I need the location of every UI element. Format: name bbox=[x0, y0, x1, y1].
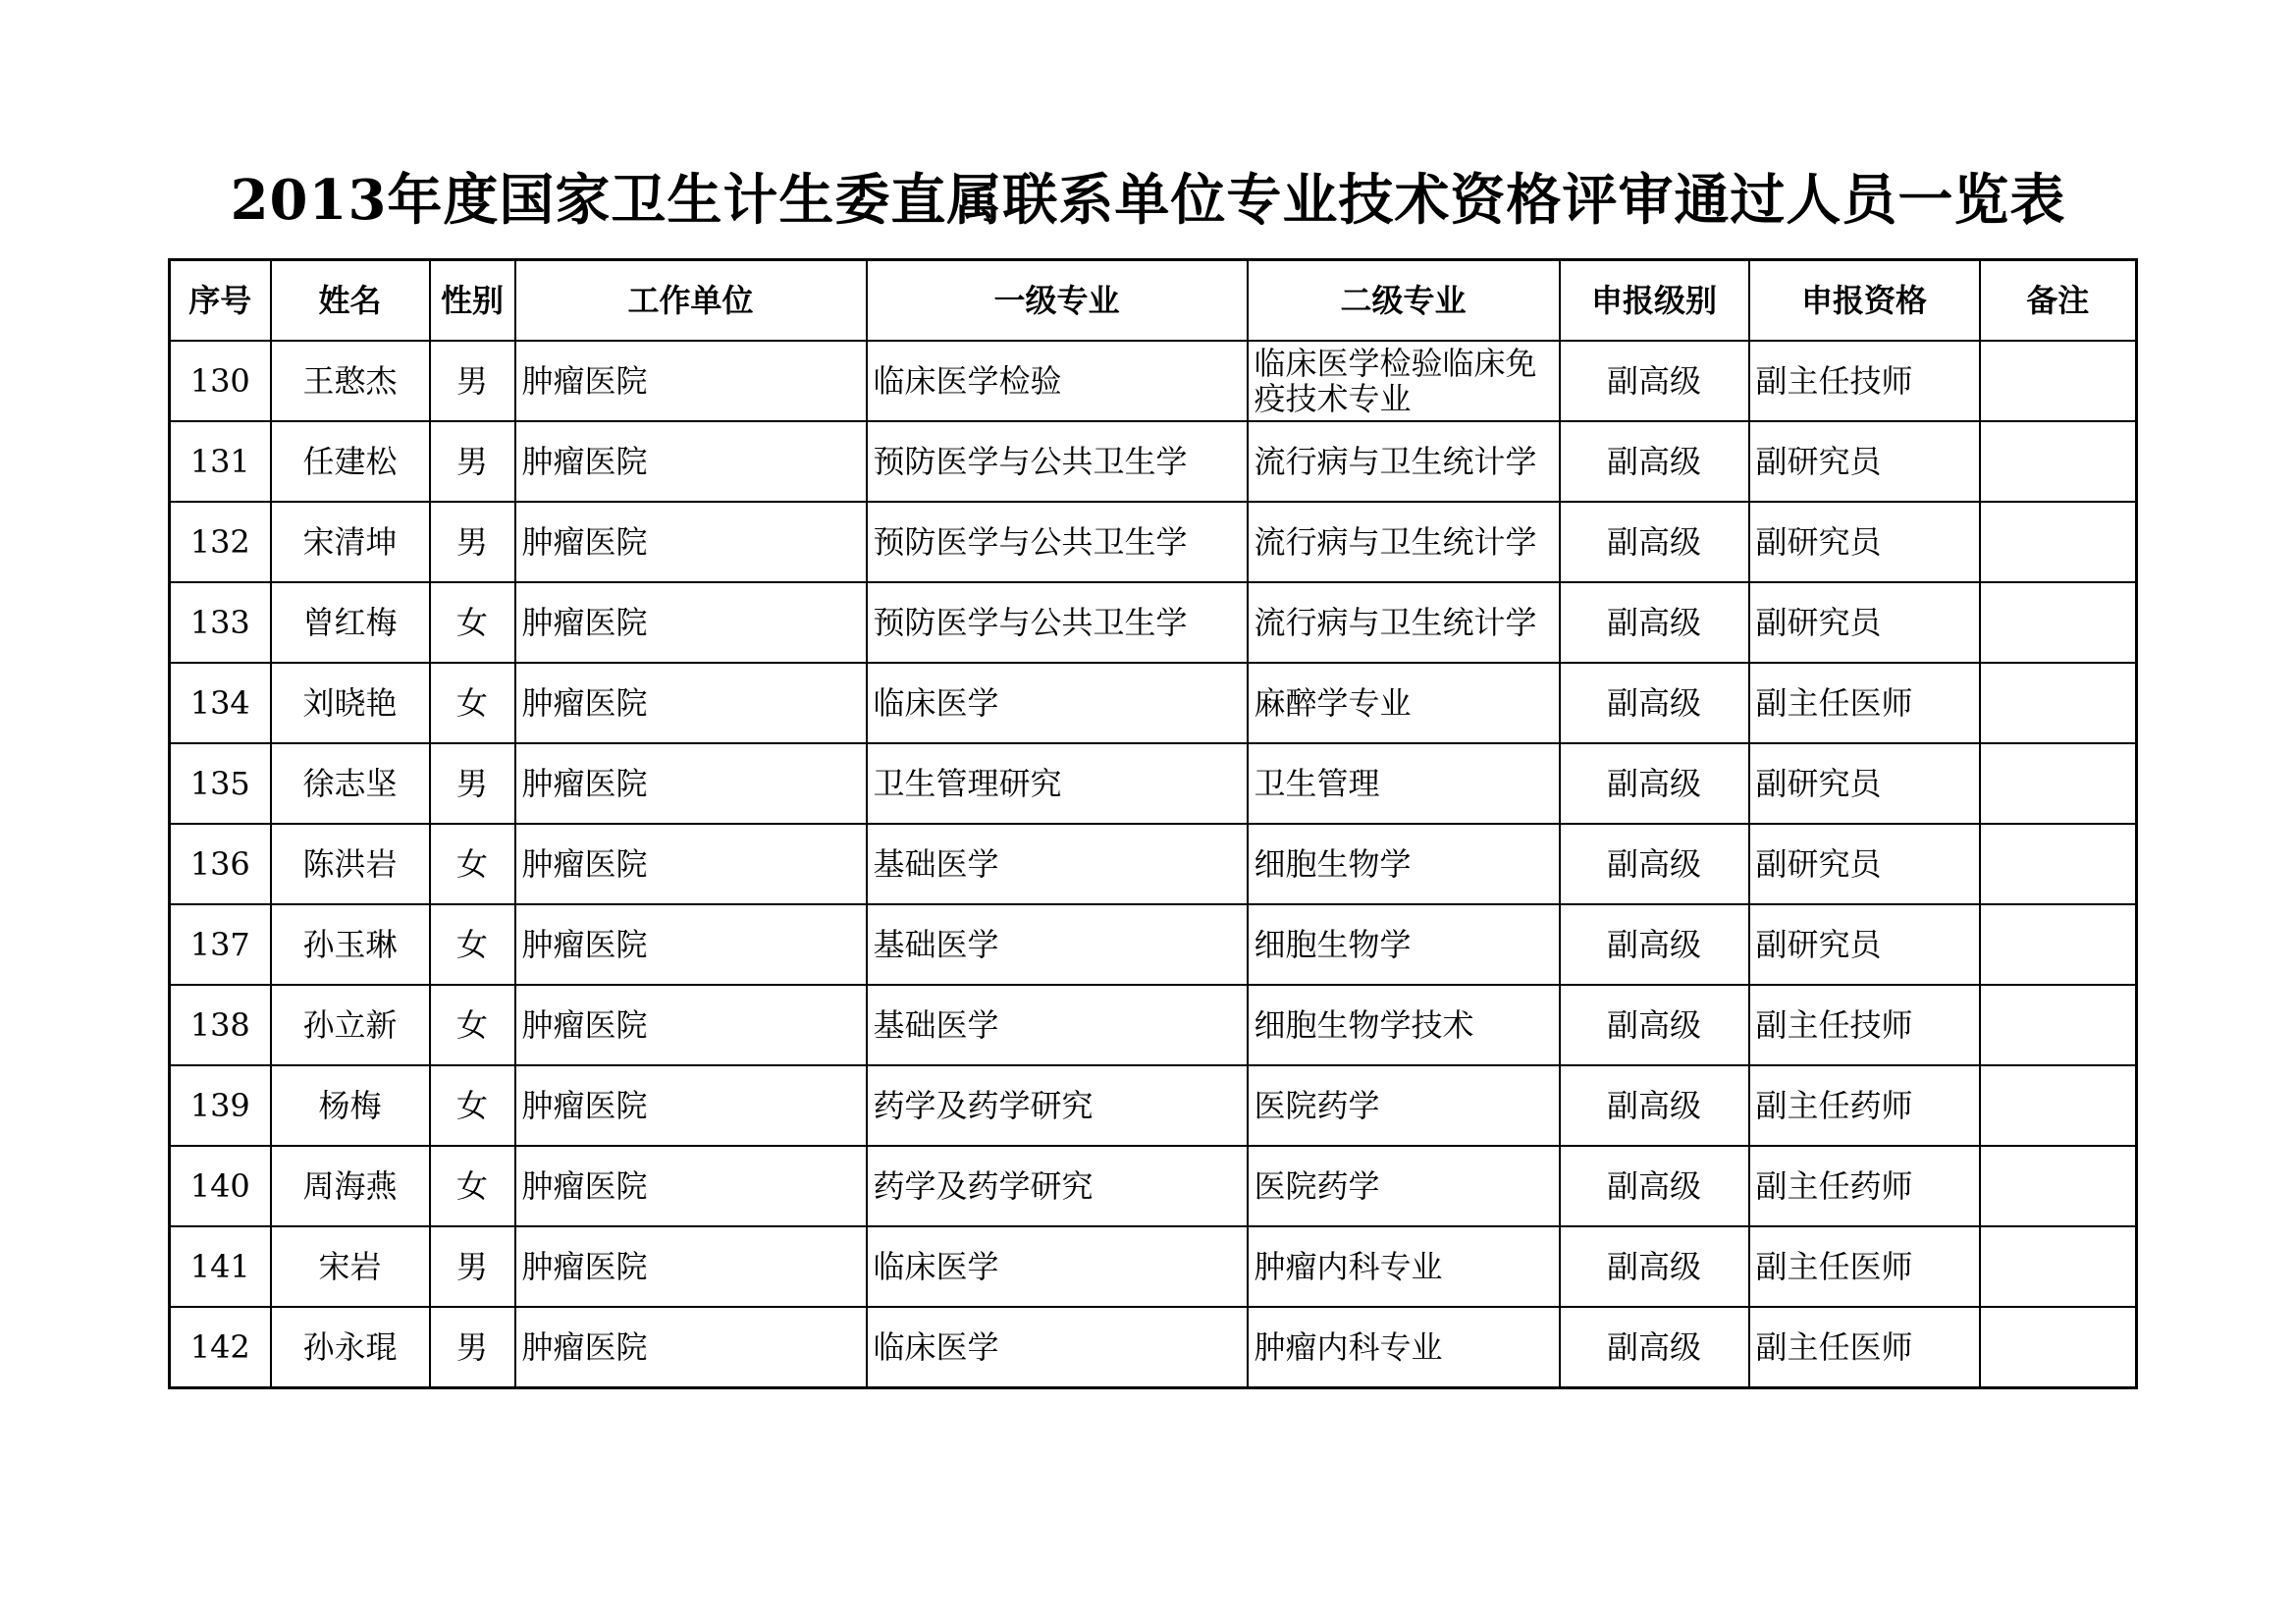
table-row bbox=[170, 502, 2137, 582]
cell-level: 副高级 bbox=[1560, 421, 1749, 502]
cell-remark bbox=[1980, 502, 2137, 582]
cell-remark bbox=[1980, 1307, 2137, 1388]
cell-major1: 基础医学 bbox=[867, 824, 1248, 904]
cell-unit: 肿瘤医院 bbox=[515, 743, 867, 824]
cell-major2: 流行病与卫生统计学 bbox=[1248, 421, 1560, 502]
cell-name: 曾红梅 bbox=[271, 582, 430, 663]
cell-major1: 临床医学 bbox=[867, 663, 1248, 743]
header-name: 姓名 bbox=[271, 260, 430, 342]
cell-major2: 流行病与卫生统计学 bbox=[1248, 502, 1560, 582]
cell-seq: 138 bbox=[170, 985, 271, 1065]
cell-major2: 细胞生物学 bbox=[1248, 824, 1560, 904]
table-row bbox=[170, 341, 2137, 421]
cell-name: 王憨杰 bbox=[271, 341, 430, 421]
cell-seq: 131 bbox=[170, 421, 271, 502]
cell-level: 副高级 bbox=[1560, 1146, 1749, 1226]
cell-remark bbox=[1980, 1146, 2137, 1226]
cell-gender: 女 bbox=[430, 904, 515, 985]
cell-remark bbox=[1980, 824, 2137, 904]
table-row bbox=[170, 663, 2137, 743]
cell-major1: 基础医学 bbox=[867, 904, 1248, 985]
table-row bbox=[170, 1065, 2137, 1146]
cell-seq: 130 bbox=[170, 341, 271, 421]
cell-unit: 肿瘤医院 bbox=[515, 341, 867, 421]
cell-seq: 134 bbox=[170, 663, 271, 743]
cell-qualification: 副研究员 bbox=[1749, 904, 1980, 985]
cell-qualification: 副主任技师 bbox=[1749, 341, 1980, 421]
cell-name: 宋岩 bbox=[271, 1226, 430, 1307]
cell-name: 孙立新 bbox=[271, 985, 430, 1065]
cell-qualification: 副研究员 bbox=[1749, 421, 1980, 502]
cell-remark bbox=[1980, 1065, 2137, 1146]
cell-gender: 男 bbox=[430, 1226, 515, 1307]
cell-seq: 141 bbox=[170, 1226, 271, 1307]
cell-gender: 男 bbox=[430, 743, 515, 824]
cell-unit: 肿瘤医院 bbox=[515, 502, 867, 582]
cell-major1: 药学及药学研究 bbox=[867, 1065, 1248, 1146]
cell-major1: 临床医学 bbox=[867, 1226, 1248, 1307]
cell-seq: 132 bbox=[170, 502, 271, 582]
cell-unit: 肿瘤医院 bbox=[515, 663, 867, 743]
header-gender: 性别 bbox=[430, 260, 515, 342]
table-row bbox=[170, 985, 2137, 1065]
cell-major1: 临床医学 bbox=[867, 1307, 1248, 1388]
cell-gender: 女 bbox=[430, 663, 515, 743]
cell-qualification: 副主任医师 bbox=[1749, 1226, 1980, 1307]
cell-level: 副高级 bbox=[1560, 663, 1749, 743]
cell-name: 杨梅 bbox=[271, 1065, 430, 1146]
cell-remark bbox=[1980, 1226, 2137, 1307]
cell-qualification: 副主任药师 bbox=[1749, 1146, 1980, 1226]
header-unit: 工作单位 bbox=[515, 260, 867, 342]
cell-remark bbox=[1980, 582, 2137, 663]
cell-major1: 药学及药学研究 bbox=[867, 1146, 1248, 1226]
cell-major2: 麻醉学专业 bbox=[1248, 663, 1560, 743]
cell-major1: 临床医学检验 bbox=[867, 341, 1248, 421]
cell-level: 副高级 bbox=[1560, 743, 1749, 824]
cell-qualification: 副主任医师 bbox=[1749, 1307, 1980, 1388]
cell-unit: 肿瘤医院 bbox=[515, 1065, 867, 1146]
header-major1: 一级专业 bbox=[867, 260, 1248, 342]
cell-qualification: 副研究员 bbox=[1749, 743, 1980, 824]
cell-gender: 男 bbox=[430, 1307, 515, 1388]
cell-gender: 女 bbox=[430, 985, 515, 1065]
cell-qualification: 副研究员 bbox=[1749, 582, 1980, 663]
cell-level: 副高级 bbox=[1560, 582, 1749, 663]
cell-major1: 预防医学与公共卫生学 bbox=[867, 502, 1248, 582]
table-row bbox=[170, 1226, 2137, 1307]
cell-level: 副高级 bbox=[1560, 824, 1749, 904]
cell-gender: 女 bbox=[430, 1065, 515, 1146]
cell-name: 徐志坚 bbox=[271, 743, 430, 824]
header-qualification: 申报资格 bbox=[1749, 260, 1980, 342]
cell-level: 副高级 bbox=[1560, 1065, 1749, 1146]
cell-seq: 133 bbox=[170, 582, 271, 663]
cell-major2: 卫生管理 bbox=[1248, 743, 1560, 824]
cell-seq: 136 bbox=[170, 824, 271, 904]
page-title: 2013年度国家卫生计生委直属联系单位专业技术资格评审通过人员一览表 bbox=[230, 168, 2066, 233]
cell-major2: 流行病与卫生统计学 bbox=[1248, 582, 1560, 663]
cell-level: 副高级 bbox=[1560, 1226, 1749, 1307]
cell-seq: 142 bbox=[170, 1307, 271, 1388]
cell-major2: 医院药学 bbox=[1248, 1146, 1560, 1226]
cell-unit: 肿瘤医院 bbox=[515, 824, 867, 904]
cell-remark bbox=[1980, 904, 2137, 985]
cell-remark bbox=[1980, 341, 2137, 421]
cell-gender: 女 bbox=[430, 1146, 515, 1226]
cell-major1: 基础医学 bbox=[867, 985, 1248, 1065]
cell-unit: 肿瘤医院 bbox=[515, 904, 867, 985]
cell-level: 副高级 bbox=[1560, 502, 1749, 582]
cell-gender: 男 bbox=[430, 341, 515, 421]
cell-qualification: 副研究员 bbox=[1749, 502, 1980, 582]
header-remark: 备注 bbox=[1980, 260, 2137, 342]
cell-name: 宋清坤 bbox=[271, 502, 430, 582]
cell-unit: 肿瘤医院 bbox=[515, 985, 867, 1065]
cell-major2: 临床医学检验临床免疫技术专业 bbox=[1248, 341, 1560, 421]
table-row bbox=[170, 1307, 2137, 1388]
table-row bbox=[170, 582, 2137, 663]
table-row bbox=[170, 824, 2137, 904]
cell-level: 副高级 bbox=[1560, 341, 1749, 421]
table-row bbox=[170, 904, 2137, 985]
cell-level: 副高级 bbox=[1560, 904, 1749, 985]
cell-unit: 肿瘤医院 bbox=[515, 1146, 867, 1226]
cell-seq: 137 bbox=[170, 904, 271, 985]
cell-seq: 140 bbox=[170, 1146, 271, 1226]
header-level: 申报级别 bbox=[1560, 260, 1749, 342]
cell-unit: 肿瘤医院 bbox=[515, 1307, 867, 1388]
cell-remark bbox=[1980, 663, 2137, 743]
cell-qualification: 副主任医师 bbox=[1749, 663, 1980, 743]
cell-name: 任建松 bbox=[271, 421, 430, 502]
table-body bbox=[170, 341, 2137, 1388]
cell-major2: 肿瘤内科专业 bbox=[1248, 1226, 1560, 1307]
cell-name: 陈洪岩 bbox=[271, 824, 430, 904]
cell-qualification: 副主任技师 bbox=[1749, 985, 1980, 1065]
cell-major2: 肿瘤内科专业 bbox=[1248, 1307, 1560, 1388]
cell-unit: 肿瘤医院 bbox=[515, 1226, 867, 1307]
table-row bbox=[170, 743, 2137, 824]
header-seq: 序号 bbox=[170, 260, 271, 342]
cell-qualification: 副主任药师 bbox=[1749, 1065, 1980, 1146]
cell-level: 副高级 bbox=[1560, 985, 1749, 1065]
table-row bbox=[170, 1146, 2137, 1226]
cell-unit: 肿瘤医院 bbox=[515, 582, 867, 663]
cell-unit: 肿瘤医院 bbox=[515, 421, 867, 502]
cell-level: 副高级 bbox=[1560, 1307, 1749, 1388]
cell-qualification: 副研究员 bbox=[1749, 824, 1980, 904]
cell-name: 刘晓艳 bbox=[271, 663, 430, 743]
table-row bbox=[170, 421, 2137, 502]
cell-major1: 卫生管理研究 bbox=[867, 743, 1248, 824]
header-major2: 二级专业 bbox=[1248, 260, 1560, 342]
cell-major2: 细胞生物学技术 bbox=[1248, 985, 1560, 1065]
cell-remark bbox=[1980, 743, 2137, 824]
cell-gender: 男 bbox=[430, 502, 515, 582]
cell-gender: 男 bbox=[430, 421, 515, 502]
cell-name: 孙玉琳 bbox=[271, 904, 430, 985]
cell-major1: 预防医学与公共卫生学 bbox=[867, 582, 1248, 663]
cell-gender: 女 bbox=[430, 824, 515, 904]
cell-remark bbox=[1980, 985, 2137, 1065]
cell-gender: 女 bbox=[430, 582, 515, 663]
roster-table bbox=[168, 258, 2138, 1389]
cell-seq: 135 bbox=[170, 743, 271, 824]
cell-major1: 预防医学与公共卫生学 bbox=[867, 421, 1248, 502]
cell-name: 孙永琨 bbox=[271, 1307, 430, 1388]
table-header-row bbox=[170, 260, 2137, 342]
cell-major2: 细胞生物学 bbox=[1248, 904, 1560, 985]
cell-name: 周海燕 bbox=[271, 1146, 430, 1226]
cell-remark bbox=[1980, 421, 2137, 502]
cell-seq: 139 bbox=[170, 1065, 271, 1146]
cell-major2: 医院药学 bbox=[1248, 1065, 1560, 1146]
